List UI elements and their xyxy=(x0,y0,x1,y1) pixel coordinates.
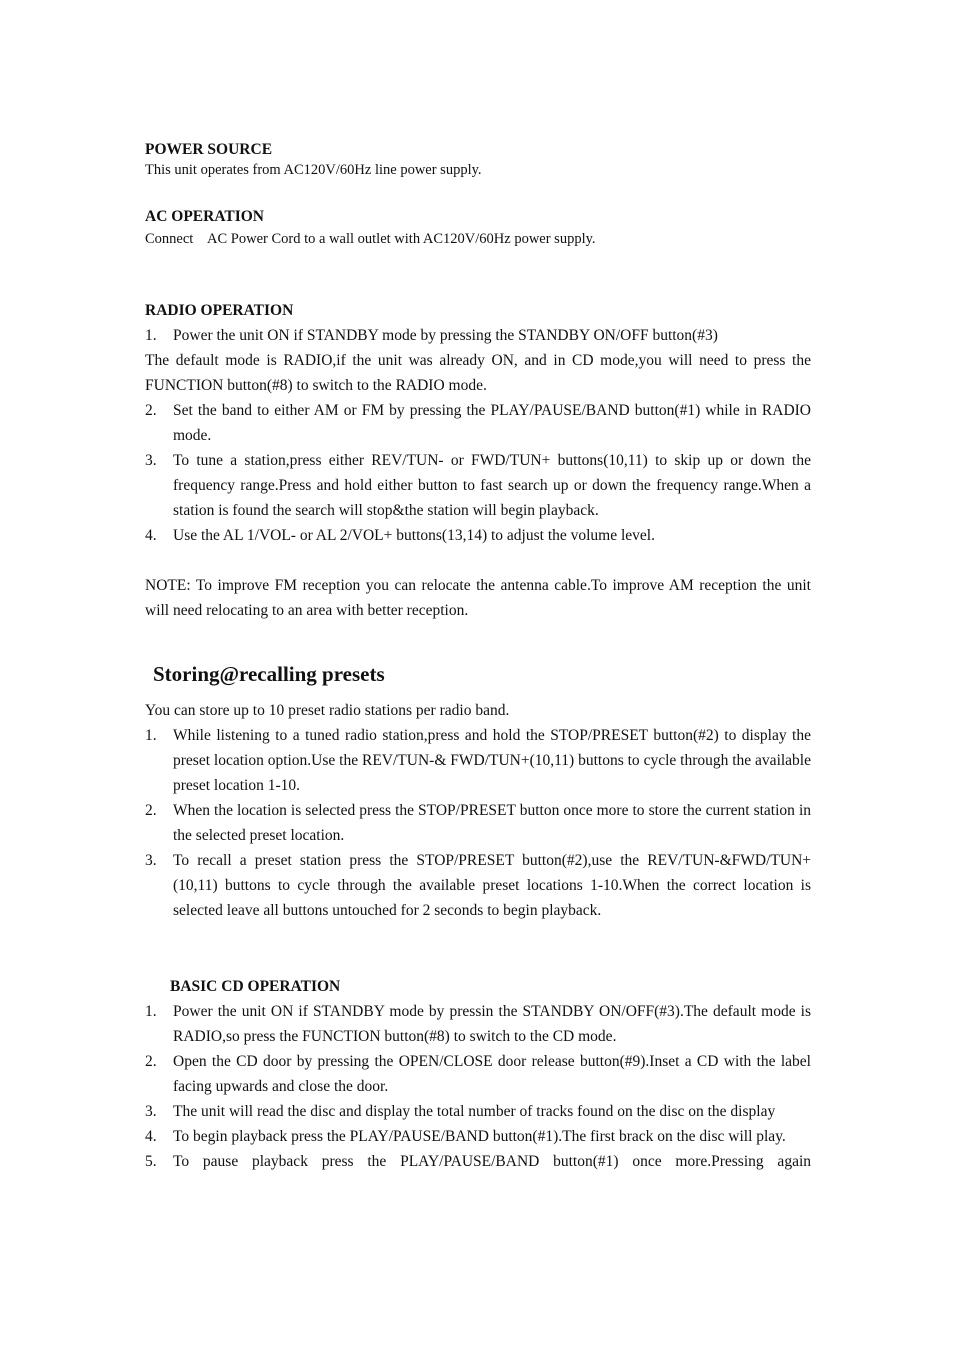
radio-steps-list-b xyxy=(145,398,811,548)
power-source-text: This unit operates from AC120V/60Hz line power supply. xyxy=(145,162,482,178)
radio-steps-list-a xyxy=(145,323,811,348)
list-item-text: Use the AL 1/VOL- or AL 2/VOL+ buttons(13,14) to adjust the volume level. xyxy=(173,527,655,544)
list-item-text: Open the CD door by pressing the OPEN/CLOSE door release button(#9).Inset a CD with the label facing upwards and close the door. xyxy=(173,1053,811,1095)
list-item xyxy=(145,798,811,848)
list-item xyxy=(145,448,811,523)
list-item-number: 2. xyxy=(145,1053,157,1070)
list-item-text: To pause playback press the PLAY/PAUSE/BAND button(#1) once more.Pressing again xyxy=(173,1153,811,1170)
list-item-number: 2. xyxy=(145,802,157,819)
list-item-text: To tune a station,press either REV/TUN- or FWD/TUN+ buttons(10,11) to skip up or down the frequency range.Press and hold either button to fast search up or down the frequency range.When a station is found the search will stop&the station will begin playback. xyxy=(173,452,811,519)
list-item-number: 1. xyxy=(145,1003,157,1020)
list-item-text: When the location is selected press the STOP/PRESET button once more to store the current station in the selected preset location. xyxy=(173,802,811,844)
list-item-text: Power the unit ON if STANDBY mode by pressing the STANDBY ON/OFF button(#3) xyxy=(173,327,718,344)
list-item-number: 5. xyxy=(145,1153,157,1170)
list-item-text: While listening to a tuned radio station,press and hold the STOP/PRESET button(#2) to display the preset location option.Use the REV/TUN-& FWD/TUN+(10,11) buttons to cycle through the available preset location 1-10. xyxy=(173,727,811,794)
list-item-number: 4. xyxy=(145,527,157,544)
list-item-number: 3. xyxy=(145,852,157,869)
list-item xyxy=(145,999,811,1049)
list-item xyxy=(145,723,811,798)
list-item xyxy=(145,1149,811,1174)
list-item xyxy=(145,848,811,923)
power-source-heading: POWER SOURCE xyxy=(145,141,273,158)
cd-steps-list xyxy=(145,999,811,1174)
radio-note: NOTE: To improve FM reception you can relocate the antenna cable.To improve AM reception the unit will need relocating to an area with better reception. xyxy=(145,577,811,619)
ac-operation-text: Connect AC Power Cord to a wall outlet with AC120V/60Hz power supply. xyxy=(145,231,596,247)
presets-steps-list xyxy=(145,723,811,923)
list-item-text: The unit will read the disc and display the total number of tracks found on the disc on the display xyxy=(173,1103,776,1120)
cd-operation-heading: BASIC CD OPERATION xyxy=(170,978,341,995)
list-item xyxy=(145,323,811,348)
list-item xyxy=(145,398,811,448)
list-item xyxy=(145,1049,811,1099)
list-item-number: 3. xyxy=(145,1103,157,1120)
list-item xyxy=(145,1099,811,1124)
list-item-number: 4. xyxy=(145,1128,157,1145)
presets-intro: You can store up to 10 preset radio stations per radio band. xyxy=(145,702,510,719)
list-item-text: To begin playback press the PLAY/PAUSE/BAND button(#1).The first brack on the disc will play. xyxy=(173,1128,786,1145)
list-item xyxy=(145,1124,811,1149)
list-item-number: 1. xyxy=(145,727,157,744)
presets-heading: Storing@recalling presets xyxy=(153,662,385,686)
list-item-text: Set the band to either AM or FM by pressing the PLAY/PAUSE/BAND button(#1) while in RADIO mode. xyxy=(173,402,811,444)
radio-default-mode-text: The default mode is RADIO,if the unit was already ON, and in CD mode,you will need to press the FUNCTION button(#8) to switch to the RADIO mode. xyxy=(145,352,811,394)
list-item-text: To recall a preset station press the STOP/PRESET button(#2),use the REV/TUN-&FWD/TUN+(10,11) buttons to cycle through the available preset locations 1-10.When the correct location is selected leave all buttons untouched for 2 seconds to begin playback. xyxy=(173,852,811,919)
ac-operation-heading: AC OPERATION xyxy=(145,208,264,225)
list-item-number: 3. xyxy=(145,452,157,469)
radio-operation-heading: RADIO OPERATION xyxy=(145,302,294,319)
list-item-text: Power the unit ON if STANDBY mode by pressin the STANDBY ON/OFF(#3).The default mode is RADIO,so press the FUNCTION button(#8) to switch to the CD mode. xyxy=(173,1003,811,1045)
list-item-number: 2. xyxy=(145,402,157,419)
list-item-number: 1. xyxy=(145,327,157,344)
list-item xyxy=(145,523,811,548)
